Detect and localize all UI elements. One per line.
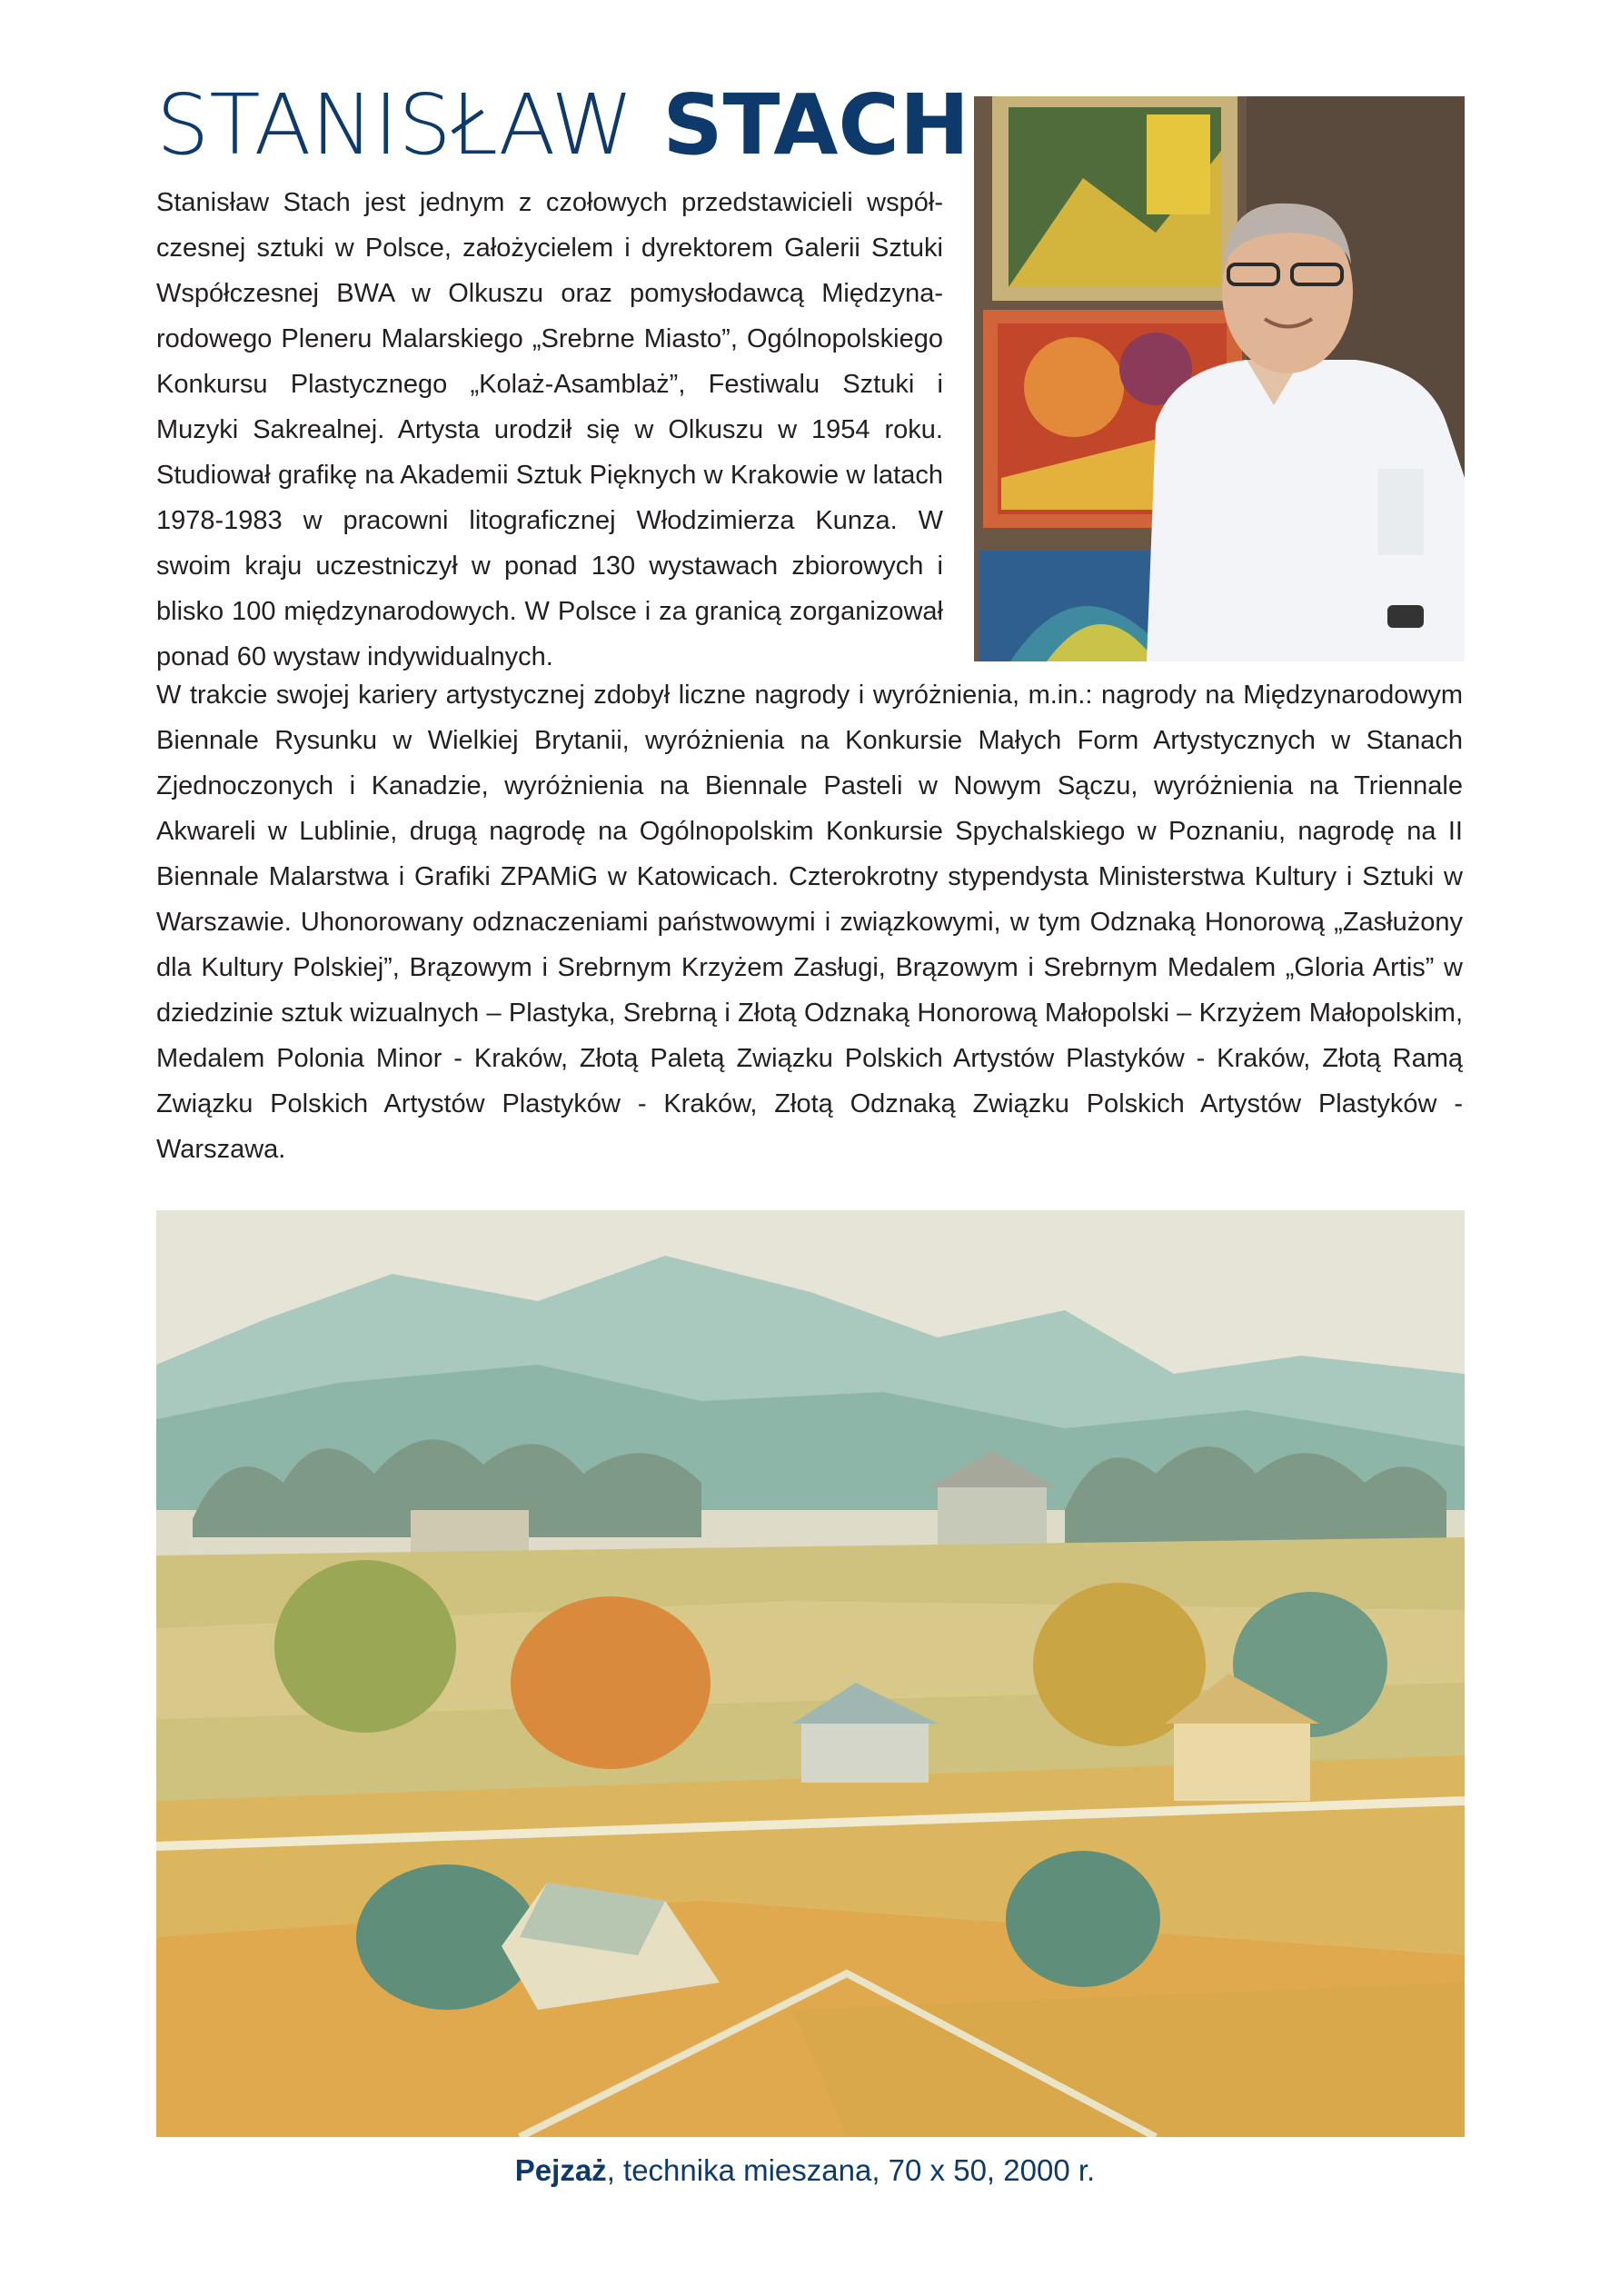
- biography-paragraph-intro: Stanisław Stach jest jednym z czołowych przedstawicieli współczesnej sztuki w Polsce, założycielem i dyrektorem Galerii Sztuki Współczesnej BWA w Olkuszu oraz pomysłodawcą Międzynarodowego Pleneru Malarskiego „Srebrne Miasto”, Ogólnopolskiego Konkursu Plastycznego „Kolaż-Asamblaż”, Festiwalu Sztuki i Muzyki Sakrealnej. Artysta urodził się w Olkuszu w 1954 roku. Studiował grafikę na Akademii Sztuk Pięknych w Krakowie w latach 1978-1983 w pracowni litograficznej Włodzimierza Kunza. W swoim kraju uczestniczył w ponad 130 wystawach zbiorowych i blisko 100 międzynarodowych. W Polsce i za granicą zorganizował ponad 60 wystaw indywidualnych.: [156, 188, 943, 671]
- artist-portrait-photo: [974, 96, 1465, 661]
- artist-name-title: [156, 76, 969, 174]
- painting-caption: [0, 2153, 1610, 2188]
- artist-first-name: STANISŁAW: [156, 76, 634, 174]
- painting-title: Pejzaż: [514, 2153, 607, 2187]
- landscape-painting-image: [156, 1210, 1465, 2137]
- artist-last-name: STACH: [662, 76, 969, 174]
- biography-paragraph-awards: W trakcie swojej kariery artystycznej zdobył liczne nagrody i wyróżnienia, m.in.: nagrody na Międzynarodowym Biennale Rysunku w Wielkiej Brytanii, wyróżnienia na Konkursie Małych Form Artystycznych w Stanach Zjednoczonych i Kanadzie, wyróżnienia na Biennale Pasteli w Nowym Sączu, wyróżnienia na Triennale Akwareli w Lublinie, drugą nagrodę na Ogólnopolskim Konkursie Spychalskiego w Poznaniu, nagrodę na II Biennale Malarstwa i Grafiki ZPAMiG w Katowicach. Czterokrotny stypendysta Ministerstwa Kultury i Sztuki w Warszawie. Uhonorowany odznaczeniami państwowymi i związkowymi, w tym Odznaką Honorową „Zasłużony dla Kultury Polskiej”, Brązowym i Srebrnym Krzyżem Zasługi, Brązowym i Srebrnym Medalem „Gloria Artis” w dziedzinie sztuk wizualnych – Plastyka, Srebrną i Złotą Odznaką Honorową Małopolski – Krzyżem Małopolskim, Medalem Polonia Minor - Kraków, Złotą Paletą Związku Polskich Artystów Plastyków - Kraków, Złotą Ramą Związku Polskich Artystów Plastyków - Kraków, Złotą Odznaką Związku Polskich Artystów Plastyków - Warszawa.: [156, 681, 1463, 1164]
- painting-details: , technika mieszana, 70 x 50, 2000 r.: [606, 2153, 1096, 2187]
